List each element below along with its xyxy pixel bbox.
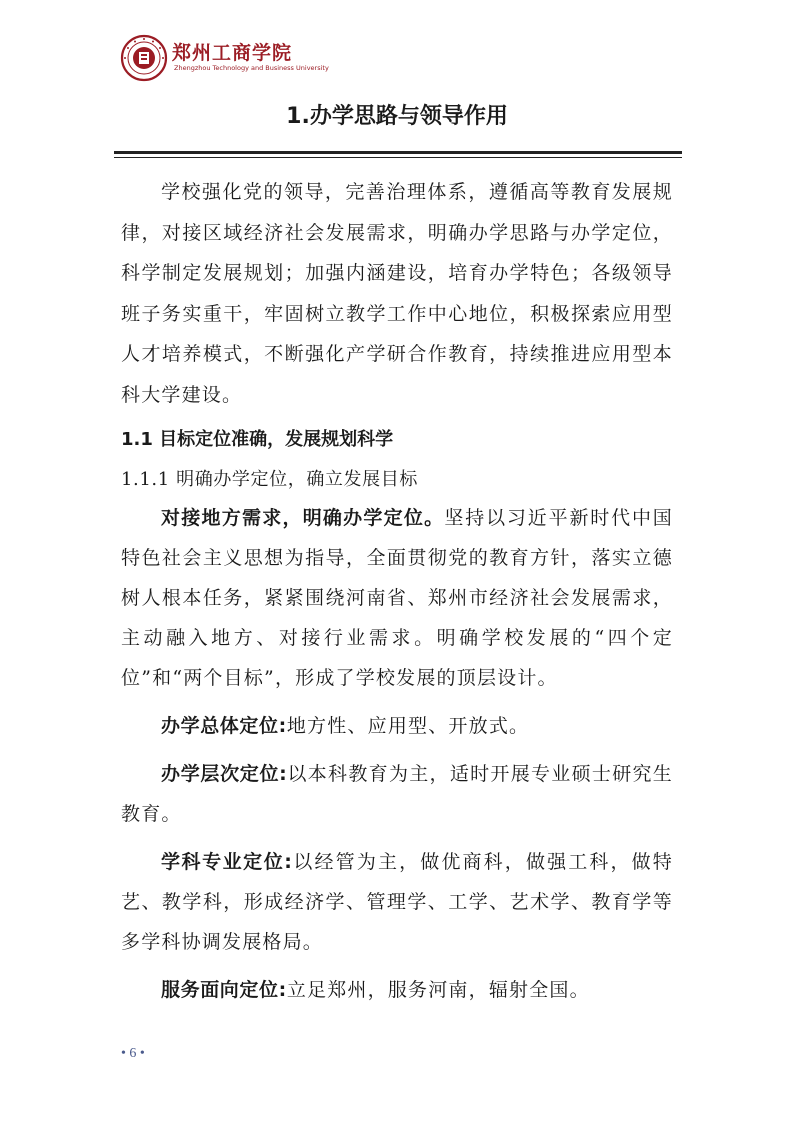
- paragraph-text: 立足郑州，服务河南，辐射全国。: [286, 978, 590, 1001]
- page-title: 1.办学思路与领导作用: [286, 104, 508, 129]
- school-name: 郑州工商学院: [172, 42, 293, 64]
- paragraph-lead: 对接地方需求，明确办学定位。: [161, 506, 445, 529]
- document-body: [121, 172, 673, 1010]
- title-divider-thick: [114, 151, 682, 154]
- body-paragraph: [121, 706, 673, 746]
- school-name-english: Zhengzhou Technology and Business University: [174, 64, 329, 72]
- intro-paragraph: 学校强化党的领导，完善治理体系，遵循高等教育发展规律，对接区域经济社会发展需求，明确办学思路与办学定位，科学制定发展规划；加强内涵建设，培育办学特色；各级领导班子务实重干，牢固树立教学工作中心地位，积极探索应用型人才培养模式，不断强化产学研合作教育，持续推进应用型本科大学建设。: [121, 181, 673, 406]
- paragraph-lead: 办学层次定位:: [161, 762, 288, 785]
- school-logo: [120, 34, 329, 84]
- university-seal-icon: [120, 34, 168, 82]
- subsection-heading: 1.1.1 明确办学定位，确立发展目标: [121, 468, 418, 490]
- paragraph-lead: 办学总体定位:: [161, 714, 287, 737]
- paragraph-text: 地方性、应用型、开放式。: [286, 714, 530, 737]
- section-heading: 1.1 目标定位准确，发展规划科学: [121, 428, 394, 450]
- body-paragraph: [121, 754, 673, 834]
- body-paragraph: [121, 498, 673, 698]
- paragraph-text: 以本科教育为主，适时开展专业硕士研究生教育。: [121, 762, 673, 825]
- page-number: • 6 •: [121, 1046, 145, 1061]
- body-paragraph: [121, 842, 673, 962]
- title-divider-thin: [114, 157, 682, 158]
- paragraph-text: 以经管为主，做优商科，做强工科，做特艺、教学科，形成经济学、管理学、工学、艺术学、教育学等多学科协调发展格局。: [121, 850, 673, 953]
- paragraph-text: 坚持以习近平新时代中国特色社会主义思想为指导，全面贯彻党的教育方针，落实立德树人根本任务，紧紧围绕河南省、郑州市经济社会发展需求，主动融入地方、对接行业需求。明确学校发展的“四个定位”和“两个目标”，形成了学校发展的顶层设计。: [121, 506, 674, 689]
- paragraph-lead: 服务面向定位:: [161, 978, 287, 1001]
- body-paragraph: [121, 970, 673, 1010]
- paragraph-lead: 学科专业定位:: [161, 850, 293, 873]
